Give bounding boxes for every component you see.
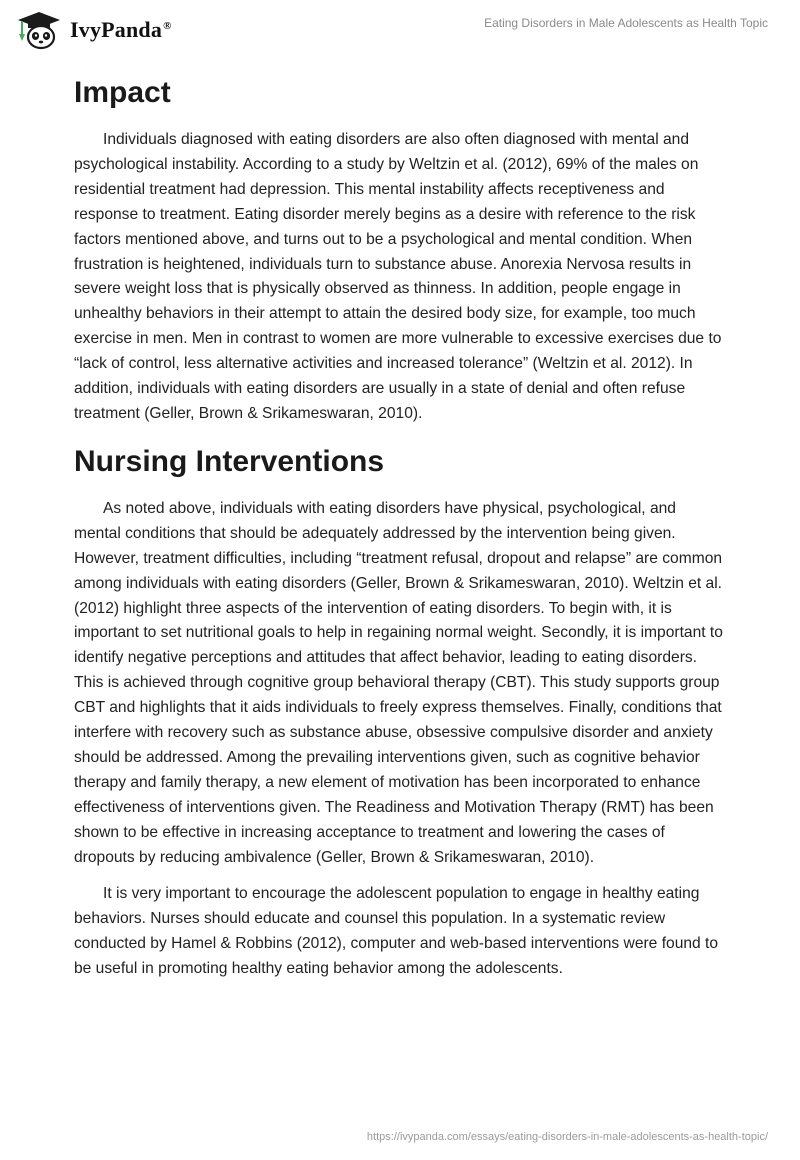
source-url[interactable]: https://ivypanda.com/essays/eating-disorders-in-male-adolescents-as-health-topic/ bbox=[366, 1131, 768, 1143]
section-impact bbox=[74, 72, 724, 427]
document-title: Eating Disorders in Male Adolescents as Health Topic bbox=[484, 16, 768, 30]
brand-logo[interactable] bbox=[14, 10, 172, 50]
paragraph: As noted above, individuals with eating disorders have physical, psychological, and mental conditions that should be adequately addressed by the intervention being given. However, treatment difficulties, including “treatment refusal, dropout and relapse” are common among individuals with eating disorders (Geller, Brown & Srikameswaran, 2010). Weltzin et al. (2012) highlight three aspects of the intervention of eating disorders. To begin with, it is important to set nutritional goals to help in regaining normal weight. Secondly, it is important to identify negative perceptions and attitudes that affect behavior, leading to eating disorders. This is achieved through cognitive group behavioral therapy (CBT). This study supports group CBT and highlights that it aids individuals to freely express themselves. Finally, conditions that interfere with recovery such as substance abuse, obsessive compulsive disorder and anxiety should be addressed. Among the prevailing interventions given, such as cognitive behavior therapy and family therapy, a new element of motivation has been incorporated to enhance effectiveness of interventions given. The Readiness and Motivation Therapy (RMT) has been shown to be effective in increasing acceptance to treatment and lowering the cases of dropouts by reducing ambivalence (Geller, Brown & Srikameswaran, 2010). bbox=[74, 499, 723, 866]
section-heading: Nursing Interventions bbox=[74, 444, 385, 478]
page-header bbox=[0, 0, 800, 60]
brand-name: IvyPanda® bbox=[70, 17, 172, 42]
section-nursing-interventions bbox=[74, 441, 724, 982]
section-heading: Impact bbox=[74, 76, 171, 109]
essay-content bbox=[74, 70, 724, 982]
paragraph: It is very important to encourage the adolescent population to engage in healthy eating behaviors. Nurses should educate and counsel this population. In a systematic review conducted by Hamel & Robbins (2012), computer and web-based interventions were found to be useful in promoting healthy eating behavior among the adolescents. bbox=[74, 885, 719, 978]
paragraph: Individuals diagnosed with eating disorders are also often diagnosed with mental and psychological instability. According to a study by Weltzin et al. (2012), 69% of the males on residential treatment had depression. This mental instability affects receptiveness and response to treatment. Eating disorder merely begins as a desire with reference to the risk factors mentioned above, and turns out to be a psychological and mental condition. When frustration is heightened, individuals turn to substance abuse. Anorexia Nervosa results in severe weight loss that is physically observed as thinness. In addition, people engage in unhealthy behaviors in their attempt to attain the desired body size, for example, too much exercise in men. Men in contrast to women are more vulnerable to excessive exercises due to “lack of control, less alternative activities and increased tolerance” (Weltzin et al. 2012). In addition, individuals with eating disorders are usually in a state of denial and often refuse treatment (Geller, Brown & Srikameswaran, 2010). bbox=[74, 131, 722, 422]
registered-mark: ® bbox=[163, 19, 172, 32]
panda-graduation-cap-icon bbox=[14, 10, 64, 50]
